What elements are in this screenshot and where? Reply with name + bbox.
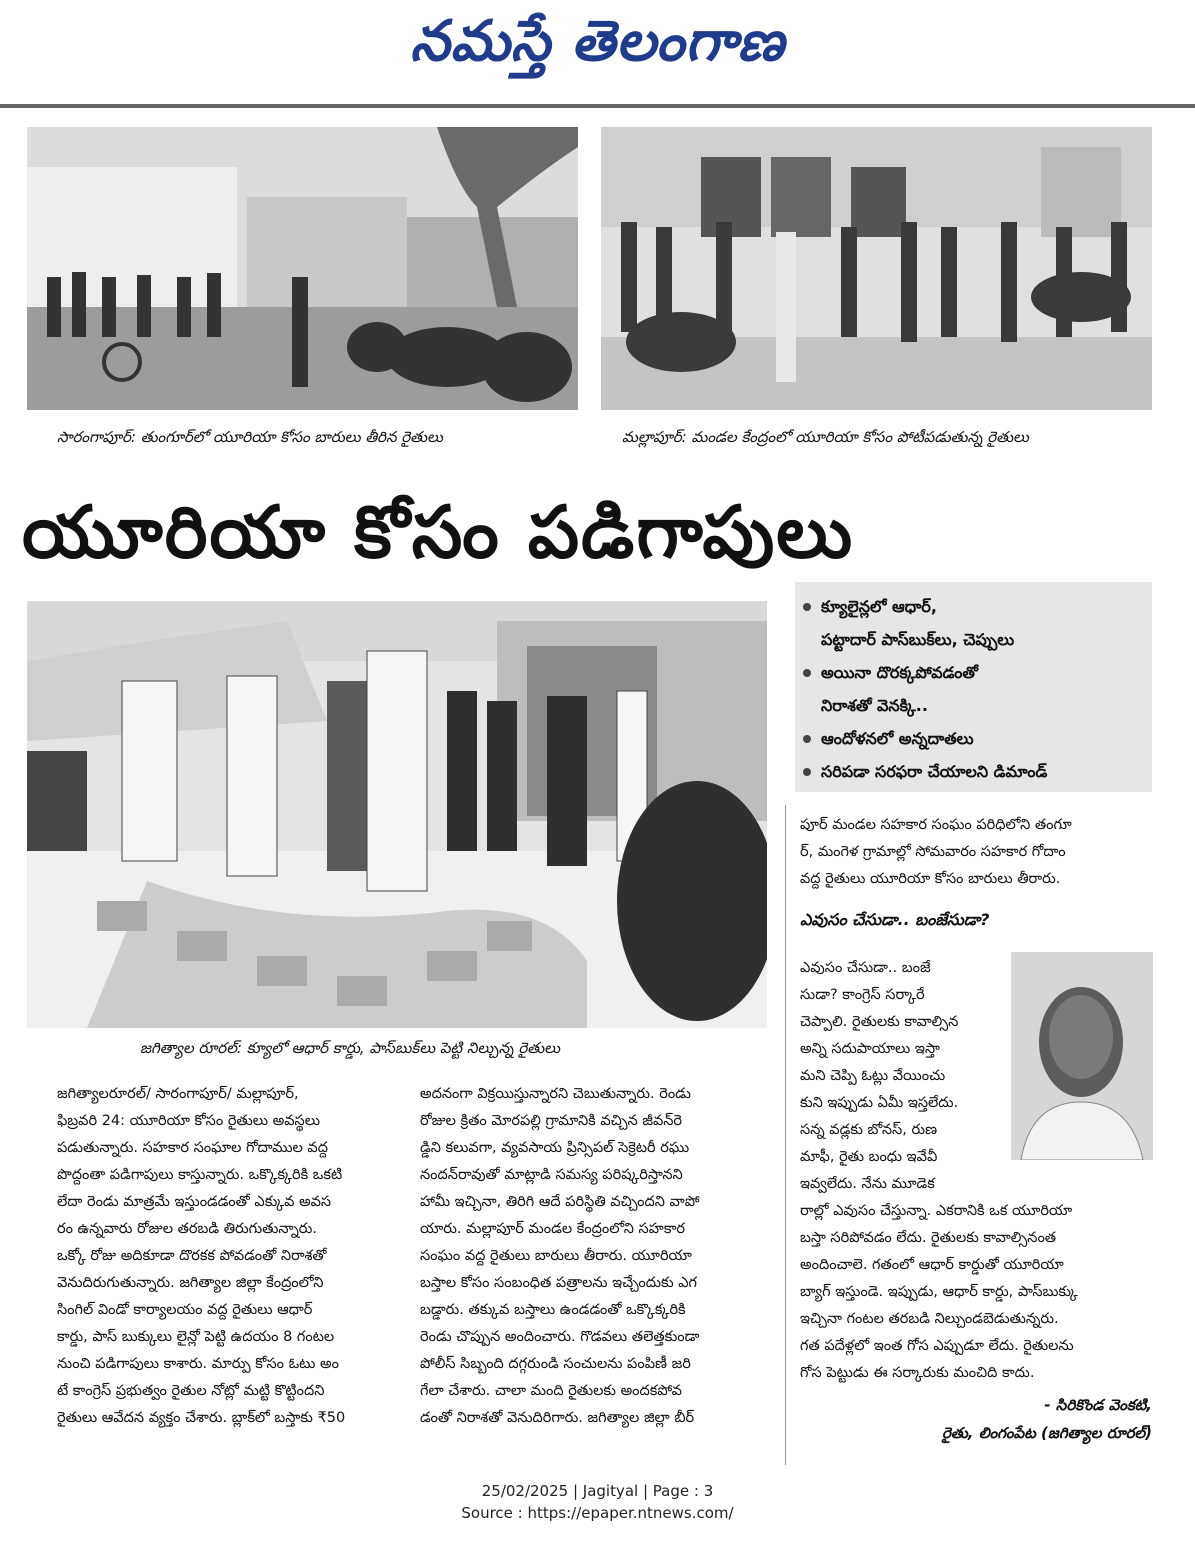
text-line: పొద్దంతా పడిగాపులు కాస్తున్నారు. ఒక్కొక్కరికి ఒకటి	[57, 1167, 343, 1183]
text-line: అన్ని సదుపాయాలు ఇస్తా	[800, 1041, 940, 1057]
highlight-item-continued: పట్టాదార్ పాస్‌బుక్‌లు, చెప్పులు	[821, 630, 1015, 649]
text-line: బస్తా సరిపోవడం లేదు. రైతులకు కావాల్సినంత	[800, 1230, 1057, 1246]
highlights-box	[795, 582, 1152, 792]
text-line: నందన్‌రావుతో మాట్లాడి సమస్య పరిష్కరిస్తానని	[420, 1167, 683, 1183]
text-line: సన్న వడ్లకు బోనస్, రుణ	[800, 1122, 938, 1138]
photo-top-left-image	[27, 127, 578, 410]
text-line: బ్యాగ్ ఇస్తుండె. ఇప్పుడు, ఆధార్ కార్డు, పాస్‌బుక్కు	[800, 1284, 1078, 1300]
text-line: ఎవుసం చేసుడా.. బంజే	[800, 960, 931, 976]
text-line: చెప్పాలి. రైతులకు కావాల్సిన	[800, 1014, 959, 1030]
text-line: మని చెప్పి ఓట్లు వేయించు	[800, 1068, 946, 1084]
text-line: డ్డిని కలువగా, వ్యవసాయ ప్రిన్సిపల్ సెక్రెటరీ రఘు	[420, 1140, 690, 1156]
text-line: లేదా రెండు మాత్రమే ఇస్తుండడంతో ఎక్కువ అవస	[57, 1194, 332, 1210]
photo-top-right-image	[601, 127, 1152, 410]
headline: యూరియా కోసం పడిగాపులు	[22, 490, 855, 574]
text-line: ఇచ్చినా గంటల తరబడి నిల్చుండబెడుతున్నరు.	[800, 1311, 1059, 1327]
quote-text-wide	[800, 1198, 1152, 1387]
highlight-item: అయినా దొరక్కపోవడంతో	[795, 656, 1152, 689]
text-line: ఇవ్వలేదు. నేను మూడెక	[800, 1176, 935, 1192]
caption-top-left: సారంగాపూర్: తుంగూర్‌లో యూరియా కోసం బారులు తీరిన రైతులు	[57, 428, 443, 446]
quote-subhead: ఎవుసం చేసుడా.. బంజేసుడా?	[800, 910, 990, 929]
footer-date-line: 25/02/2025 | Jagityal | Page : 3	[481, 1482, 714, 1500]
caption-main: జగిత్యాల రూరల్: క్యూలో ఆధార్ కార్డు, పాస్‌బుక్‌లు పెట్టి నిల్చున్న రైతులు	[140, 1039, 560, 1057]
photo-main-image	[27, 601, 767, 1028]
quote-signature-place: రైతు, లింగంపేట (జగిత్యాల రూరల్)	[942, 1424, 1152, 1442]
masthead-title: నమస్తే తెలంగాణ	[410, 8, 785, 74]
photo-top-left	[27, 127, 578, 410]
text-line: రం ఉన్నవారు రోజుల తరబడి తిరుగుతున్నారు.	[57, 1221, 318, 1237]
column-divider	[785, 805, 786, 1465]
text-line: గత పదేళ్లలో ఇంత గోస ఎప్పుడూ లేదు. రైతులను	[800, 1338, 1074, 1354]
text-line: జగిత్యాలరూరల్/ సారంగాపూర్/ మల్లాపూర్,	[57, 1086, 299, 1102]
text-line: గోస పెట్టుడు ఈ సర్కారుకు మంచిది కాదు.	[800, 1365, 1035, 1381]
text-line: గేలా చేశారు. చాలా మంది రైతులకు అందకపోవ	[420, 1383, 682, 1399]
text-line: రోజుల క్రితం మోరపల్లి గ్రామానికి వచ్చిన జీవన్‌రె	[420, 1113, 683, 1129]
quote-text-narrow	[800, 955, 1002, 1198]
photo-portrait	[1011, 952, 1153, 1160]
footer-source-link[interactable]: Source : https://epaper.ntnews.com/	[461, 1504, 734, 1522]
text-line: కుని ఇప్పుడు ఏమీ ఇస్తలేదు.	[800, 1095, 959, 1111]
text-line: డంతో నిరాశతో వెనుదిరిగారు. జగిత్యాల జిల్లా బీర్	[420, 1410, 695, 1426]
text-line: పోలీస్ సిబ్బంది దగ్గరుండి సంచులను పంపిణీ జరి	[420, 1356, 691, 1372]
text-line: టే కాంగ్రెస్ ప్రభుత్వం రైతుల నోట్లో మట్టి కొట్టిందని	[57, 1383, 325, 1399]
bullet-icon	[803, 603, 811, 611]
portrait-image	[1011, 952, 1153, 1160]
text-line: అందించాలె. గతంలో ఆధార్ కార్డుతో యూరియా	[800, 1257, 1064, 1273]
masthead-rule	[0, 104, 1195, 108]
bullet-icon	[803, 669, 811, 677]
caption-top-right: మల్లాపూర్: మండల కేంద్రంలో యూరియా కోసం పోటీపడుతున్న రైతులు	[622, 428, 1029, 446]
article-col1	[57, 1081, 380, 1432]
photo-top-right	[601, 127, 1152, 410]
text-line: రాల్లో ఎవుసం చేస్తున్నా. ఎకరానికి ఒక యూరియా	[800, 1203, 1073, 1219]
text-line: సుడా? కాంగ్రెస్ సర్కారే	[800, 987, 925, 1003]
text-line: అదనంగా విక్రయిస్తున్నారని చెబుతున్నారు. రెండు	[420, 1086, 691, 1102]
text-line: కార్డు, పాస్ బుక్కులు లైన్లో పెట్టి ఉదయం 8 గంటల	[57, 1329, 335, 1345]
article-col3-top	[800, 812, 1150, 893]
text-line: రైతులు ఆవేదన వ్యక్తం చేశారు. బ్లాక్‌లో బస్తాకు ₹50	[57, 1410, 346, 1426]
text-line: వెనుదిరుగుతున్నారు. జగిత్యాల జిల్లా కేంద్రంలోని	[57, 1275, 324, 1291]
photo-main	[27, 601, 767, 1028]
bullet-icon	[803, 768, 811, 776]
masthead	[0, 0, 1195, 110]
text-line: హామీ ఇచ్చినా, తిరిగి ఆదే పరిస్థితి వచ్చిందని వాపో	[420, 1194, 700, 1210]
text-line: బస్తాల కోసం సంబంధిత పత్రాలను ఇచ్చేందుకు ఎగ	[420, 1275, 697, 1291]
text-line: పడుతున్నారు. సహకార సంఘాల గోదాముల వద్ద	[57, 1140, 328, 1156]
bullet-icon	[803, 735, 811, 743]
text-line: సంఘం వద్ద రైతులు బారులు తీరారు. యూరియా	[420, 1248, 692, 1264]
text-line: ర్, మంగెళ గ్రామాల్లో సోమవారం సహకార గోదాం	[800, 844, 1066, 860]
text-line: రెండు చొప్పున అందించారు. గొడవలు తలెత్తకుండా	[420, 1329, 700, 1345]
highlight-item: క్యూలైన్లలో ఆధార్,	[795, 590, 1152, 623]
text-line: సింగిల్ విండో కార్యాలయం వద్ద రైతులు ఆధార్	[57, 1302, 313, 1318]
highlight-item: సరిపడా సరఫరా చేయాలని డిమాండ్	[795, 755, 1152, 788]
text-line: బడ్డారు. తక్కువ బస్తాలు ఉండడంతో ఒక్కొక్కరికి	[420, 1302, 686, 1318]
text-line: ఒక్కో రోజు అదికూడా దొరకక పోవడంతో నిరాశతో	[57, 1248, 327, 1264]
quote-signature-name: - సిరికొండ వెంకటి,	[1044, 1396, 1152, 1414]
highlight-item-continued: నిరాశతో వెనక్కి..	[821, 696, 928, 715]
text-line: వద్ద రైతులు యూరియా కోసం బారులు తీరారు.	[800, 871, 1061, 887]
article-col2	[420, 1081, 770, 1432]
text-line: పూర్ మండల సహకార సంఘం పరిధిలోని తంగూ	[800, 817, 1072, 833]
text-line: మాఫీ, రైతు బంధు ఇవేవీ	[800, 1149, 938, 1165]
highlight-item: ఆందోళనలో అన్నదాతలు	[795, 722, 1152, 755]
text-line: యారు. మల్లాపూర్ మండల కేంద్రంలోని సహకార	[420, 1221, 685, 1237]
text-line: నుంచి పడిగాపులు కాశారు. మార్పు కోసం ఓటు అం	[57, 1356, 339, 1372]
text-line: ఫిబ్రవరి 24: యూరియా కోసం రైతులు అవస్థలు	[57, 1113, 321, 1129]
